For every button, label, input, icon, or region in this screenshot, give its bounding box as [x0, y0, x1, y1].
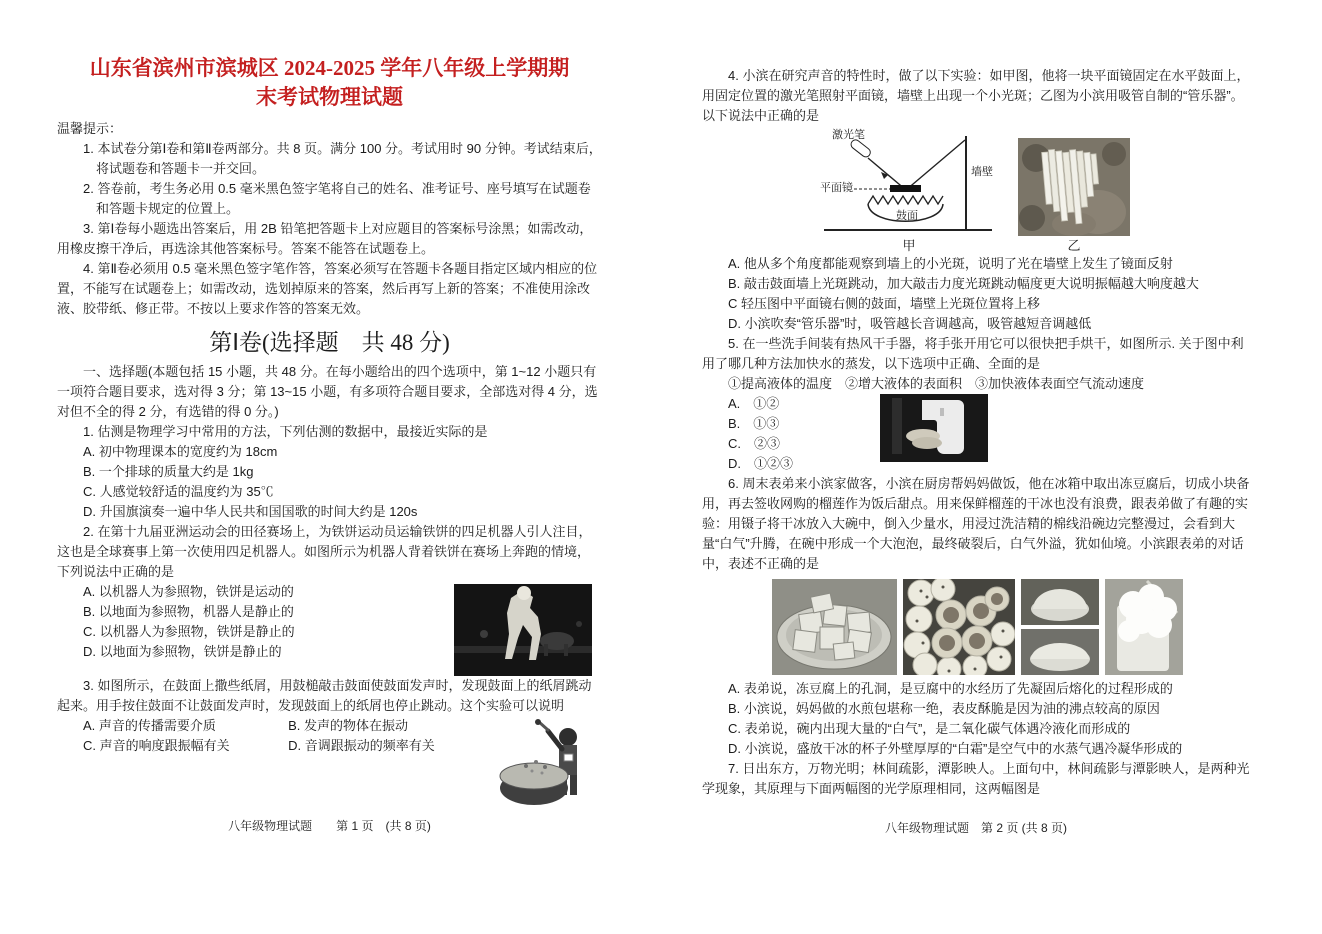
robot-discus-photo [454, 584, 592, 676]
q5-option-c: C. ②③ [728, 436, 781, 451]
section-intro: 一、选择题(本题包括 15 小题，共 48 分。在每小题给出的四个选项中，第 1~12 小题只有一项符合题目要求，选对得 3 分；第 13~15 小题，有多项符合题目要求，全部选对得 4 分，选对但不全的得 2 分，有选错的得 0 分。) [57, 364, 598, 419]
q6-option-b: B. 小滨说，妈妈做的水煎包堪称一绝，表皮酥脆是因为油的沸点较高的原因 [728, 701, 1160, 716]
q1-option-b: B. 一个排球的质量大约是 1kg [83, 464, 254, 479]
q6-option-c: C. 表弟说，碗内出现大量的“白气”，是二氧化碳气体遇冷液化而形成的 [728, 721, 1131, 736]
tip-item-2: 2. 答卷前，考生务必用 0.5 毫米黑色签字笔将自己的姓名、准考证号、座号填写在试题卷和答题卡规定的位置上。 [83, 181, 591, 216]
pan-fried-buns-photo [903, 579, 1015, 675]
q5-option-a: A. ①② [728, 396, 780, 411]
q3-option-c: C. 声音的响度跟振幅有关 [83, 738, 230, 753]
q6-option-d: D. 小滨说，盛放干冰的杯子外壁厚厚的“白霜”是空气中的水蒸气遇冷凝华形成的 [728, 741, 1183, 756]
bowl-bubble-photo [1021, 579, 1099, 675]
q3-option-b: B. 发声的物体在振动 [288, 718, 409, 733]
q4-figure-right [1018, 138, 1130, 254]
section-heading: 第Ⅰ卷(选择题 共 48 分) [209, 330, 450, 355]
exam-page-1 [57, 54, 602, 854]
q4-stem: 4. 小滨在研究声音的特性时，做了以下实验：如甲图，他将一块平面镜固定在水平鼓面上，用固定位置的激光笔照射平面镜，墙壁上出现一个小光斑；乙图为小滨用吸管自制的“管乐器”。以下说法中正确的是 [702, 68, 1250, 123]
drum-surface-label: 鼓面 [896, 210, 918, 222]
q4-option-c: C 轻压图中平面镜右侧的鼓面，墙壁上光斑位置将上移 [728, 296, 1041, 311]
page2-footer: 八年级物理试题 第 2 页 (共 8 页) [884, 821, 1067, 835]
q3-options-block [57, 716, 602, 814]
q1-option-d: D. 升国旗演奏一遍中华人民共和国国歌的时间大约是 120s [83, 504, 418, 519]
drum-boy-illustration [490, 718, 592, 814]
q5-option-d: D. ①②③ [728, 456, 794, 471]
q4-option-b: B. 敲击鼓面墙上光斑跳动，加大敲击力度光斑跳动幅度更大说明振幅越大响度越大 [728, 276, 1199, 291]
q3-option-d: D. 音调跟振动的频率有关 [288, 738, 435, 753]
plane-mirror-label: 平面镜 [820, 182, 853, 194]
q4-option-d: D. 小滨吹奏“管乐器”时，吸管越长音调越高，吸管越短音调越低 [728, 316, 1092, 331]
q1-option-a: A. 初中物理课本的宽度约为 18cm [83, 444, 278, 459]
q5-options-block [702, 394, 1250, 474]
q7-stem: 7. 日出东方，万物光明；林间疏影，潭影映人。上面句中，林间疏影与潭影映人，是两种光学现象，其原理与下面两幅图的光学原理相同，这两幅图是 [702, 761, 1250, 796]
q6-photo-strip [772, 579, 1250, 675]
exam-title-line1: 山东省滨州市滨城区 2024-2025 学年八年级上学期期 [89, 56, 570, 80]
q5-items: ①提高液体的温度 ②增大液体的表面积 ③加快液体表面空气流动速度 [728, 376, 1145, 391]
tip-item-4: 4. 第Ⅱ卷必须用 0.5 毫米黑色签字笔作答，答案必须写在答题卡各题目指定区域内相应的位置，不能写在试题卷上；如需改动，选划掉原来的答案，然后再写上新的答案；不准使用涂改液、胶带纸、修正带。不按以上要求作答的答案无效。 [57, 261, 598, 316]
page1-footer: 八年级物理试题 第 1 页 (共 8 页) [228, 819, 431, 833]
q5-options-column [702, 394, 880, 474]
exam-page-2 [702, 66, 1250, 854]
frozen-tofu-photo [772, 579, 897, 675]
q2-option-a: A. 以机器人为参照物，铁饼是运动的 [83, 584, 294, 599]
q5-stem: 5. 在一些洗手间装有热风干手器，将手张开用它可以很快把手烘干，如图所示. 关于图中利用了哪几种方法加快水的蒸发，以下选项中正确、全面的是 [702, 336, 1244, 371]
straw-panpipe-photo [1018, 138, 1130, 236]
q2-option-c: C. 以机器人为参照物，铁饼是静止的 [83, 624, 295, 639]
q3-option-a: A. 声音的传播需要介质 [83, 718, 216, 733]
figure-caption-yi: 乙 [1067, 238, 1081, 253]
q3-stem: 3. 如图所示，在鼓面上撒些纸屑，用鼓槌敲击鼓面使鼓面发声时，发现鼓面上的纸屑跳动起来。用手按住鼓面不让鼓面发声时，发现鼓面上的纸屑也停止跳动。这个实验可以说明 [57, 678, 592, 713]
q4-figure-row [820, 130, 1250, 254]
tips-label: 温馨提示： [57, 121, 123, 136]
laser-pen-label: 激光笔 [832, 129, 865, 141]
figure-caption-jia: 甲 [902, 238, 916, 253]
hand-dryer-photo [880, 394, 988, 462]
q4-figure-left [820, 130, 998, 254]
q6-stem: 6. 周末表弟来小滨家做客，小滨在厨房帮妈妈做饭，他在冰箱中取出冻豆腐后，切成小块备用，再去签收网购的榴莲作为饭后甜点。用来保鲜榴莲的干冰也没有浪费，跟表弟做了有趣的实验：用镊子将干冰放入大碗中，倒入少量水，用浸过洗洁精的棉线沿碗边完整漫过，会看到大量“白气”升腾，在碗中形成一个大泡泡，最终破裂后，白气外溢，犹如仙境。小滨跟表弟的对话中，表述不正确的是 [702, 476, 1250, 571]
tip-item-1: 1. 本试卷分第Ⅰ卷和第Ⅱ卷两部分。共 8 页。满分 100 分。考试用时 90 分钟。考试结束后，将试题卷和答题卡一并交回。 [83, 141, 602, 176]
q2-stem: 2. 在第十九届亚洲运动会的田径赛场上，为铁饼运动员运输铁饼的四足机器人引人注目，这也是全球赛事上第一次使用四足机器人。如图所示为机器人背着铁饼在赛场上奔跑的情境，下列说法中正确的是 [57, 524, 592, 579]
dry-ice-cup-photo [1105, 579, 1183, 675]
q2-option-b: B. 以地面为参照物，机器人是静止的 [83, 604, 294, 619]
q6-option-a: A. 表弟说，冻豆腐上的孔洞，是豆腐中的水经历了先凝固后熔化的过程形成的 [728, 681, 1173, 696]
q1-stem: 1. 估测是物理学习中常用的方法，下列估测的数据中，最接近实际的是 [83, 424, 488, 439]
wall-label: 墙壁 [971, 166, 993, 178]
tip-item-3: 3. 第Ⅰ卷每小题选出答案后，用 2B 铅笔把答题卡上对应题目的答案标号涂黑；如需改动，用橡皮擦干净后，再选涂其他答案标号。答案不能答在试题卷上。 [57, 221, 593, 256]
q5-option-b: B. ①③ [728, 416, 780, 431]
q2-option-d: D. 以地面为参照物，铁饼是静止的 [83, 644, 282, 659]
q4-option-a: A. 他从多个角度都能观察到墙上的小光斑，说明了光在墙壁上发生了镜面反射 [728, 256, 1173, 271]
q1-option-c: C. 人感觉较舒适的温度约为 35℃ [83, 484, 274, 499]
exam-title-line2: 末考试物理试题 [256, 85, 403, 109]
q2-options-block [57, 582, 602, 676]
laser-mirror-diagram [820, 130, 998, 236]
